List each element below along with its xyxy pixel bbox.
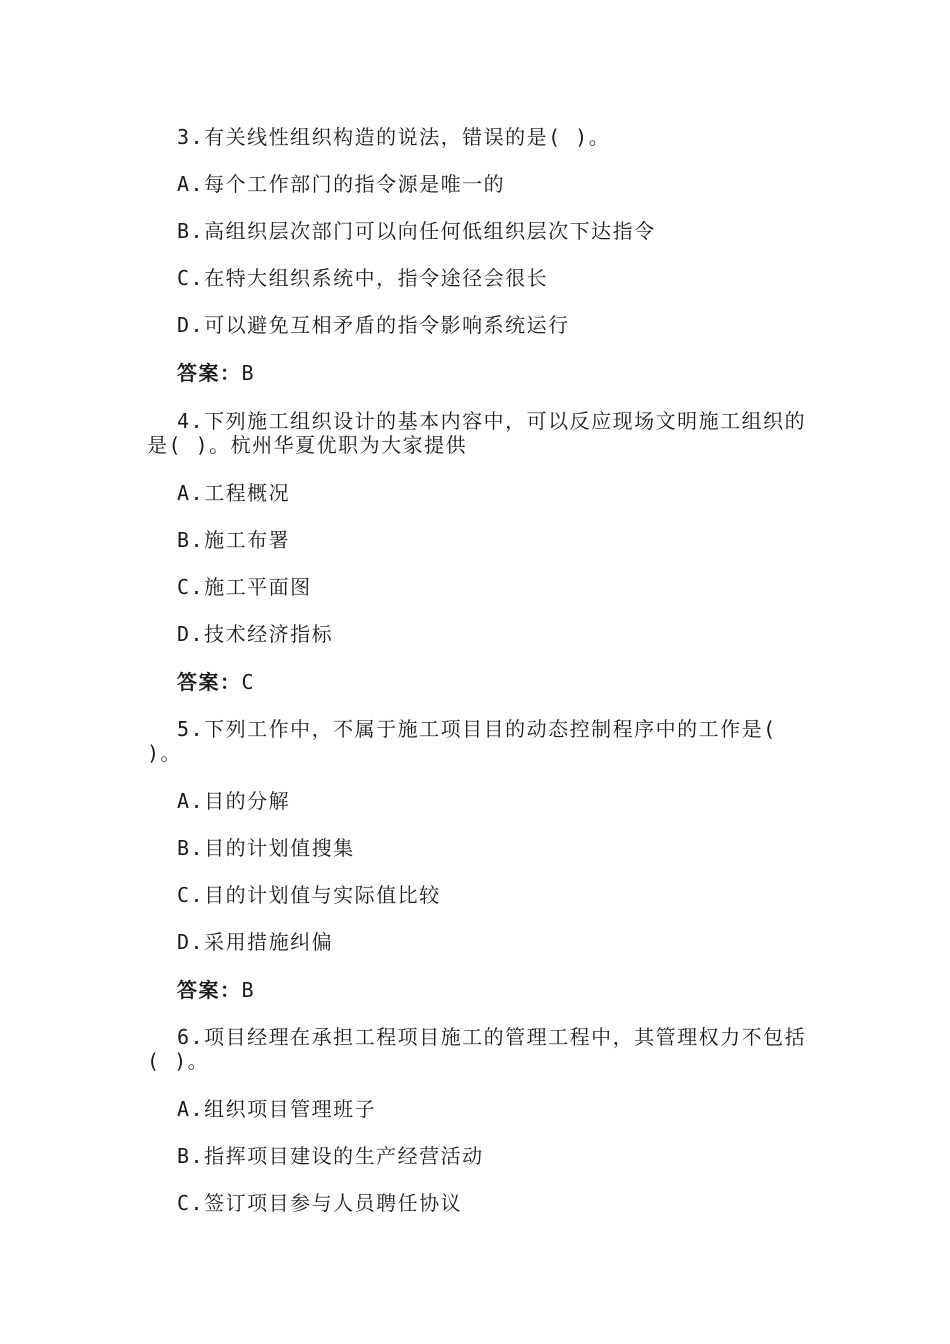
question-4-answer (177, 670, 255, 694)
question-3-option-c: C.在特大组织系统中，指令途径会很长 (177, 266, 549, 290)
answer-value: B (241, 361, 256, 385)
question-5-stem: 5.下列工作中，不属于施工项目目的动态控制程序中的工作是( )。 (147, 717, 777, 765)
question-4-stem: 4.下列施工组织设计的基本内容中，可以反应现场文明施工组织的是( )。杭州华夏优职为大家提供 (147, 409, 807, 457)
question-4-option-a: A.工程概况 (177, 481, 291, 505)
question-4-option-d: D.技术经济指标 (177, 622, 334, 646)
question-4-option-b: B.施工布署 (177, 528, 291, 552)
question-5-answer (177, 978, 255, 1002)
question-6-option-b: B.指挥项目建设的生产经营活动 (177, 1144, 484, 1168)
answer-value: B (241, 978, 256, 1002)
answer-label: 答案： (177, 670, 242, 694)
question-3-answer (177, 361, 255, 385)
question-3-option-b: B.高组织层次部门可以向任何低组织层次下达指令 (177, 219, 656, 243)
question-3-option-a: A.每个工作部门的指令源是唯一的 (177, 172, 506, 196)
answer-label: 答案： (177, 361, 242, 385)
answer-label: 答案： (177, 978, 242, 1002)
question-5-option-d: D.采用措施纠偏 (177, 930, 334, 954)
question-6-option-a: A.组织项目管理班子 (177, 1097, 377, 1121)
question-5-option-c: C.目的计划值与实际值比较 (177, 883, 441, 907)
question-3-stem: 3.有关线性组织构造的说法，错误的是( )。 (177, 125, 611, 149)
question-5-option-a: A.目的分解 (177, 789, 291, 813)
question-5-option-b: B.目的计划值搜集 (177, 836, 355, 860)
question-6-option-c: C.签订项目参与人员聘任协议 (177, 1191, 463, 1215)
question-4-option-c: C.施工平面图 (177, 575, 312, 599)
question-6-stem: 6.项目经理在承担工程项目施工的管理工程中，其管理权力不包括( )。 (147, 1025, 807, 1073)
question-3-option-d: D.可以避免互相矛盾的指令影响系统运行 (177, 313, 570, 337)
answer-value: C (241, 670, 256, 694)
